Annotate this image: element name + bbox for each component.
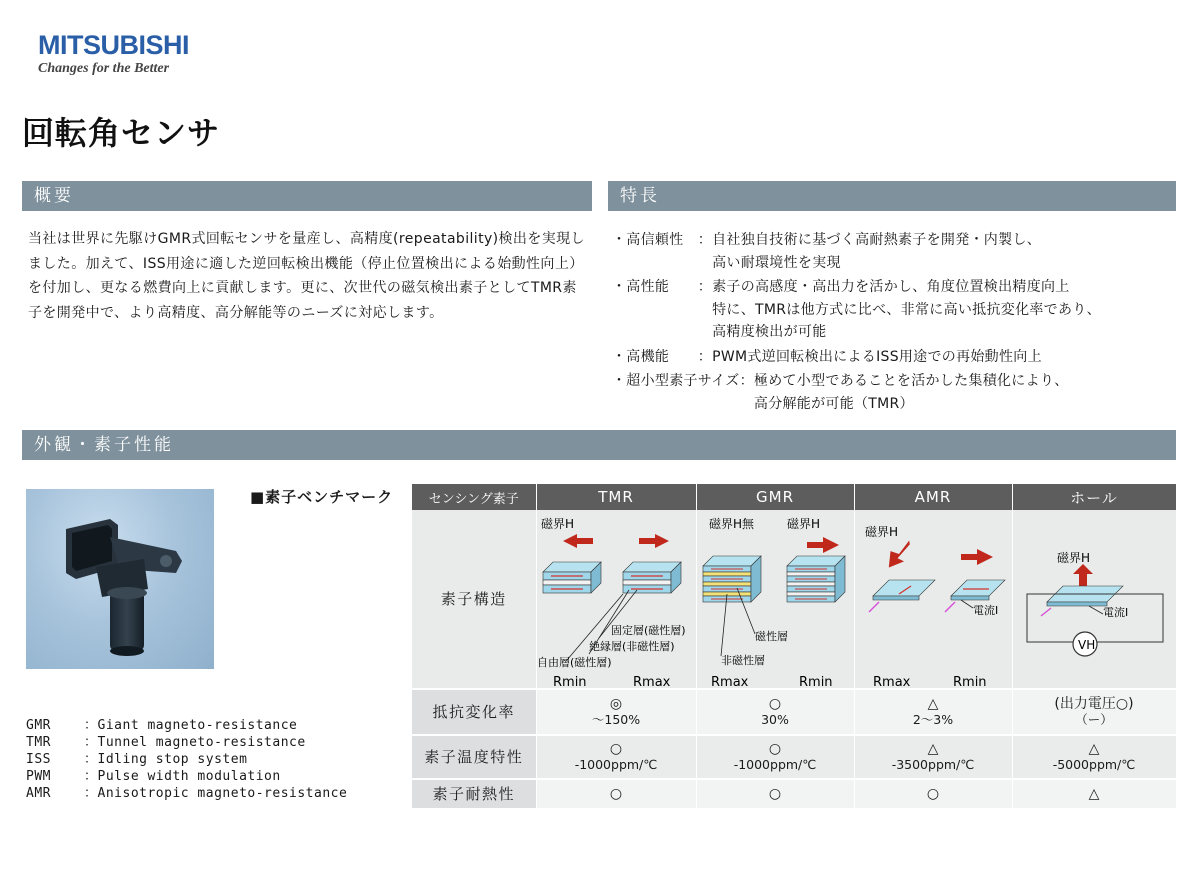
resistance-label: Rmin bbox=[798, 675, 833, 688]
diagram-label: 磁界H bbox=[786, 517, 820, 531]
cell-value: -1000ppm/℃ bbox=[733, 757, 817, 772]
table-row bbox=[412, 689, 1176, 735]
resistance-label: Rmax bbox=[632, 675, 670, 688]
column-header-hall: ホール bbox=[1012, 484, 1176, 510]
row-label: 素子温度特性 bbox=[412, 735, 536, 779]
feature-line: 自社独自技術に基づく高耐熱素子を開発・内製し、 bbox=[712, 232, 1042, 248]
gmr-structure-diagram bbox=[696, 510, 854, 689]
feature-text bbox=[712, 346, 1042, 369]
sensor-product-image bbox=[26, 489, 214, 669]
feature-line: 高い耐環境性を実現 bbox=[712, 254, 841, 271]
feature-item bbox=[612, 276, 1182, 344]
resistance-label: Rmax bbox=[872, 675, 910, 688]
table-cell bbox=[854, 779, 1012, 809]
feature-line: 素子の高感度・高出力を活かし、角度位置検出精度向上 bbox=[712, 279, 1070, 295]
rating-mark: ○ bbox=[768, 786, 782, 802]
table-row bbox=[412, 510, 1176, 689]
rating-mark: ○ bbox=[768, 696, 782, 712]
diagram-label: 固定層(磁性層) bbox=[610, 624, 686, 637]
table-cell bbox=[696, 735, 854, 779]
element-benchmark-table bbox=[412, 484, 1177, 810]
cell-value: 2～3% bbox=[912, 712, 954, 727]
table-header-row bbox=[412, 484, 1176, 510]
field-arrow-right-icon bbox=[961, 549, 993, 565]
diagram-label: 磁界H無 bbox=[708, 517, 754, 531]
table-row bbox=[412, 779, 1176, 809]
table-cell bbox=[696, 689, 854, 735]
feature-line: 極めて小型であることを活かした集積化により、 bbox=[753, 373, 1069, 389]
feature-item bbox=[612, 370, 1182, 415]
rating-mark: (出力電圧○) bbox=[1054, 696, 1134, 712]
mitsubishi-logo[interactable] bbox=[38, 30, 218, 78]
glossary-item bbox=[26, 751, 347, 768]
rating-mark: ○ bbox=[926, 786, 940, 802]
feature-label: ・高性能 ： bbox=[612, 279, 713, 295]
glossary-abbr: ISS bbox=[26, 752, 51, 767]
section-header-overview: 概要 bbox=[22, 181, 592, 211]
feature-line: 高分解能が可能（TMR） bbox=[753, 395, 914, 412]
section-header-appearance: 外観・素子性能 bbox=[22, 430, 1176, 460]
glossary-abbr: GMR bbox=[26, 718, 51, 733]
cell-value: -5000ppm/℃ bbox=[1052, 757, 1136, 772]
feature-label: ・高信頼性 ： bbox=[612, 232, 713, 248]
field-arrow-up-icon bbox=[1073, 564, 1093, 586]
diagram-label: 磁界H bbox=[1056, 551, 1090, 565]
diagram-label: 磁界H bbox=[540, 517, 574, 531]
table-cell bbox=[696, 779, 854, 809]
diagram-label: 絶縁層(非磁性層) bbox=[588, 640, 675, 653]
diagram-label: 磁性層 bbox=[754, 630, 788, 643]
table-cell bbox=[536, 779, 696, 809]
field-arrow-left-icon bbox=[563, 534, 593, 548]
glossary-abbr: PWM bbox=[26, 769, 51, 784]
glossary-abbr: TMR bbox=[26, 735, 51, 750]
feature-text bbox=[754, 370, 1069, 415]
diagram-label: 電流I bbox=[1102, 606, 1128, 619]
glossary-sep: ： bbox=[84, 735, 98, 750]
feature-label: ・超小型素子サイズ： bbox=[612, 373, 754, 389]
glossary-item bbox=[26, 785, 347, 802]
page-title: 回転角センサ bbox=[22, 114, 221, 152]
table-corner-header: センシング素子 bbox=[412, 484, 536, 510]
cell-value: -1000ppm/℃ bbox=[574, 757, 658, 772]
feature-line: 特に、TMRは他方式に比べ、非常に高い抵抗変化率であり、 bbox=[712, 301, 1101, 318]
glossary-text: Pulse width modulation bbox=[97, 769, 281, 784]
glossary-sep: ： bbox=[84, 752, 98, 767]
field-arrow-diagonal-icon bbox=[885, 540, 912, 567]
table-cell bbox=[854, 735, 1012, 779]
diagram-label: 電流I bbox=[972, 604, 998, 617]
feature-line: 高精度検出が可能 bbox=[712, 324, 827, 340]
table-cell bbox=[1012, 689, 1176, 735]
row-label: 素子構造 bbox=[412, 510, 536, 689]
resistance-label: Rmin bbox=[552, 675, 587, 688]
abbreviation-glossary bbox=[26, 717, 347, 802]
tmr-structure-diagram bbox=[536, 510, 696, 689]
rating-mark: ○ bbox=[609, 786, 623, 802]
amr-structure-diagram bbox=[854, 510, 1012, 689]
feature-text bbox=[712, 229, 1041, 274]
glossary-item bbox=[26, 734, 347, 751]
glossary-abbr: AMR bbox=[26, 786, 51, 801]
feature-item bbox=[612, 229, 1182, 274]
rating-mark: △ bbox=[1088, 741, 1100, 757]
rating-mark: ◎ bbox=[609, 696, 623, 712]
glossary-text: Tunnel magneto-resistance bbox=[97, 735, 306, 750]
hall-structure-diagram bbox=[1012, 510, 1176, 689]
column-header-amr: AMR bbox=[854, 484, 1012, 510]
rating-mark: △ bbox=[927, 741, 939, 757]
glossary-text: Anisotropic magneto-resistance bbox=[97, 786, 348, 801]
logo-tagline: Changes for the Better bbox=[38, 61, 170, 76]
glossary-sep: ： bbox=[84, 718, 98, 733]
rating-mark: ○ bbox=[768, 741, 782, 757]
cell-value: 30% bbox=[761, 712, 789, 727]
field-arrow-right-icon bbox=[639, 534, 669, 548]
table-row bbox=[412, 735, 1176, 779]
resistance-label: Rmax bbox=[710, 675, 748, 688]
feature-line: PWM式逆回転検出によるISS用途での再始動性向上 bbox=[712, 348, 1042, 365]
feature-item bbox=[612, 346, 1182, 369]
table-cell bbox=[536, 689, 696, 735]
section-header-features: 特長 bbox=[608, 181, 1176, 211]
cell-value: -3500ppm/℃ bbox=[891, 757, 975, 772]
table-cell bbox=[1012, 735, 1176, 779]
resistance-label: Rmin bbox=[952, 675, 987, 688]
field-arrow-right-icon bbox=[807, 537, 839, 553]
benchmark-label: ■素子ベンチマーク bbox=[250, 488, 394, 506]
glossary-item bbox=[26, 717, 347, 734]
rating-mark: △ bbox=[927, 696, 939, 712]
glossary-item bbox=[26, 768, 347, 785]
column-header-gmr: GMR bbox=[696, 484, 854, 510]
row-label: 素子耐熱性 bbox=[412, 779, 536, 809]
diagram-label: 非磁性層 bbox=[720, 654, 765, 667]
diagram-label: 磁界H bbox=[864, 525, 898, 539]
table-cell bbox=[536, 735, 696, 779]
diagram-label: 自由層(磁性層) bbox=[536, 656, 612, 669]
table-cell bbox=[854, 689, 1012, 735]
glossary-sep: ： bbox=[84, 769, 98, 784]
glossary-text: Giant magneto-resistance bbox=[97, 718, 298, 733]
feature-label: ・高機能 ： bbox=[612, 348, 713, 365]
row-label: 抵抗変化率 bbox=[412, 689, 536, 735]
cell-value: ～150% bbox=[591, 712, 641, 727]
cell-value: （ー） bbox=[1075, 712, 1113, 727]
glossary-text: Idling stop system bbox=[97, 752, 248, 767]
logo-name: MITSUBISHI bbox=[38, 30, 190, 60]
rating-mark: ○ bbox=[609, 741, 623, 757]
overview-paragraph: 当社は世界に先駆けGMR式回転センサを量産し、高精度(repeatability)検出を実現しました。加えて、ISS用途に適した逆回転検出機能（停止位置検出による始動性向上）を付加し、更なる燃費向上に貢献します。更に、次世代の磁気検出素子としてTMR素子を開発中で、より高精度、高分解能等のニーズに対応します。 bbox=[28, 231, 585, 321]
feature-text bbox=[712, 276, 1101, 344]
table-cell bbox=[1012, 779, 1176, 809]
rating-mark: △ bbox=[1088, 786, 1100, 802]
diagram-label: VH bbox=[1077, 638, 1095, 652]
glossary-sep: ： bbox=[84, 786, 98, 801]
column-header-tmr: TMR bbox=[536, 484, 696, 510]
features-list bbox=[612, 229, 1182, 415]
